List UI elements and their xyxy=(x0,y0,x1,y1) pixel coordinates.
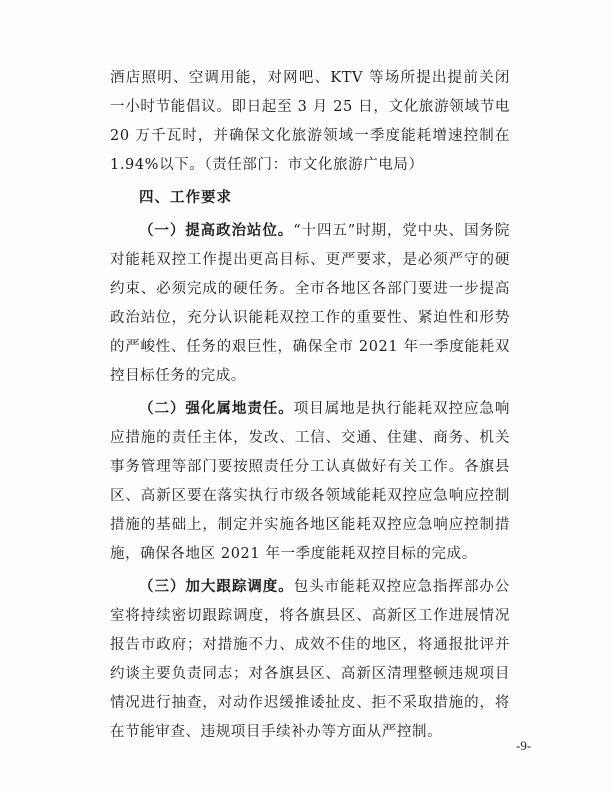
requirement-paragraph-3 xyxy=(110,573,510,747)
requirement-body-2: 项目属地是执行能耗双控应急响应措施的责任主体，发改、工信、交通、住建、商务、机关事务管理等部门要按照责任分工认真做好有关工作。各旗县区、高新区要在落实执行市级各领域能耗双控应急响应控制措施的基础上，制定并实施各地区能耗双控应急响应控制措施，确保各地区 2021 年一季度能耗双控目标的完成。 xyxy=(110,401,511,562)
requirement-lead-2: （二）强化属地责任。 xyxy=(139,401,294,417)
requirement-lead-1: （一）提高政治站位。 xyxy=(139,223,294,239)
section-heading: 四、工作要求 xyxy=(139,190,232,206)
requirement-paragraph-1 xyxy=(110,217,510,391)
page-number: -9- xyxy=(516,738,532,753)
requirement-lead-3: （三）加大跟踪调度。 xyxy=(139,579,294,595)
requirement-body-3: 包头市能耗双控应急指挥部办公室将持续密切跟踪调度，将各旗县区、高新区工作进展情况报告市政府；对措施不力、成效不佳的地区，将通报批评并约谈主要负责同志；对各旗县区、高新区清理整顿违规项目情况进行抽查，对动作迟缓推诿扯皮、拒不采取措施的，将在节能审查、违规项目手续补办等方面从严控制。 xyxy=(110,579,511,740)
intro-paragraph: 酒店照明、空调用能，对网吧、KTV 等场所提出提前关闭一小时节能倡议。即日起至 3 月 25 日，文化旅游领域节电 20 万千瓦时，并确保文化旅游领域一季度能耗增速控制在 1.94%以下。（责任部门：市文化旅游广电局） xyxy=(110,70,510,173)
requirement-paragraph-2 xyxy=(110,395,510,569)
requirement-body-1: “十四五”时期，党中央、国务院对能耗双控工作提出更高目标、更严要求，是必须严守的硬约束、必须完成的硬任务。全市各地区各部门要进一步提高政治站位，充分认识能耗双控工作的重要性、紧迫性和形势的严峻性、任务的艰巨性，确保全市 2021 年一季度能耗双控目标任务的完成。 xyxy=(110,223,511,384)
document-body xyxy=(110,64,510,751)
